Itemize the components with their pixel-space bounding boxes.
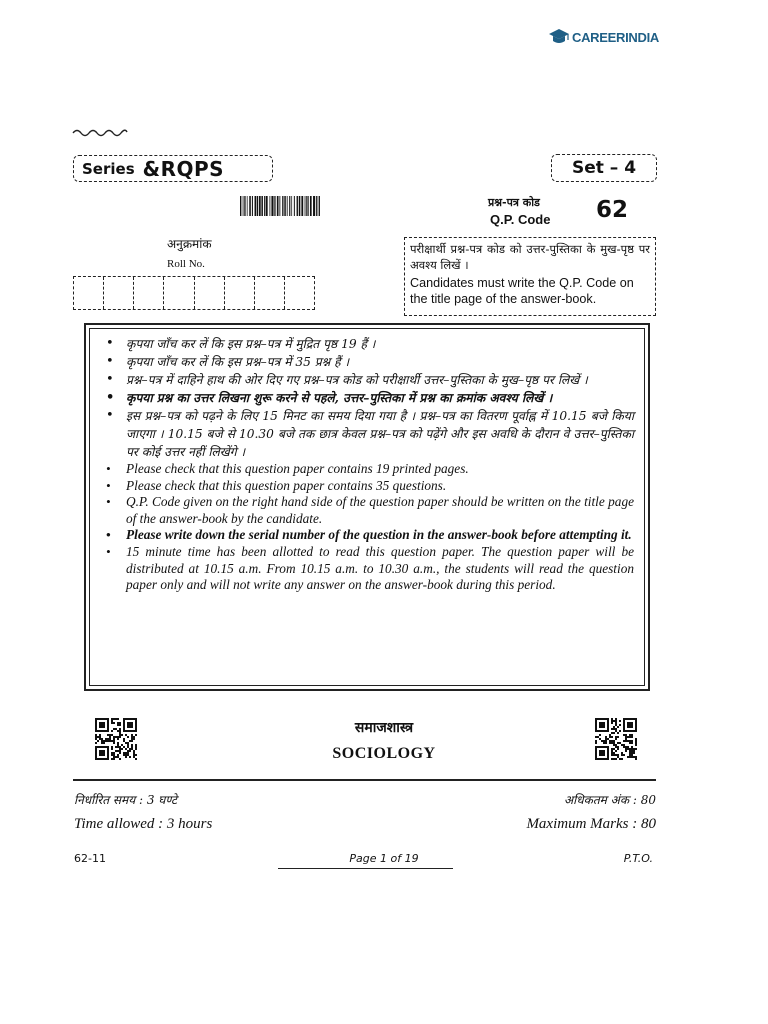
instruction-english-4: • Please write down the serial number of the question in the answer-book before attempting it. [104, 527, 634, 544]
max-marks-hindi: अधिकतम अंक : 80 [563, 793, 656, 807]
qp-code-number: 62 [596, 197, 629, 223]
max-marks: Maximum Marks : 80 [526, 816, 656, 832]
subject-title: SOCIOLOGY [332, 745, 436, 762]
logo-text: CAREERINDIA [572, 29, 659, 45]
roll-digit-cell [285, 277, 314, 309]
series-value: &RQPS [142, 156, 225, 181]
roll-label: Roll No. [167, 258, 205, 270]
qp-code-label: Q.P. Code [490, 212, 551, 227]
instruction-english-5: • 15 minute time has been allotted to read this question paper. The question paper will be distributed at 10.15 a.m. From 10.15 a.m. to 10.30 a.m., the students will read the question paper only and will not write any answer on the answer-book during this period. [104, 544, 634, 594]
set-text: Set – 4 [571, 158, 637, 178]
paper-code: 62-11 [74, 852, 106, 865]
set-box [551, 154, 657, 182]
instructions-list [104, 335, 634, 594]
barcode [240, 196, 320, 216]
decorative-squiggle [72, 124, 128, 142]
page-number-underline [278, 868, 453, 869]
instruction-english-1: • Please check that this question paper contains 19 printed pages. [104, 461, 634, 478]
careerindia-logo [548, 24, 668, 50]
divider [73, 779, 656, 781]
qp-code-label-hindi: प्रश्न-पत्र कोड [488, 196, 540, 209]
instruction-hindi-2: • कृपया जाँच कर लें कि इस प्रश्न–पत्र में 35 प्रश्न हैं । [104, 353, 634, 371]
series-label: Series [82, 159, 135, 178]
roll-digit-cell [74, 277, 104, 309]
roll-digit-cell [134, 277, 164, 309]
graduation-cap-icon [548, 28, 570, 46]
roll-label-hindi: अनुक्रमांक [167, 237, 212, 251]
roll-digit-cell [255, 277, 285, 309]
instruction-english-3: • Q.P. Code given on the right hand side of the question paper should be written on the title page of the answer-book by the candidate. [104, 494, 634, 527]
instructions-box [84, 323, 650, 691]
roll-digit-cell [225, 277, 255, 309]
candidate-note-hindi: परीक्षार्थी प्रश्न-पत्र कोड को उत्तर-पुस्तिका के मुख-पृष्ठ पर अवश्य लिखें । [410, 242, 650, 272]
roll-number-boxes [73, 276, 315, 310]
candidate-note-box [404, 237, 656, 316]
instruction-english-2: • Please check that this question paper contains 35 questions. [104, 478, 634, 495]
time-allowed: Time allowed : 3 hours [74, 816, 213, 832]
time-allowed-hindi: निर्धारित समय : 3 घण्टे [74, 793, 178, 807]
pto-label: P.T.O. [623, 852, 653, 865]
instruction-hindi-5: • इस प्रश्न–पत्र को पढ़ने के लिए 15 मिनट का समय दिया गया है । प्रश्न–पत्र का वितरण पूर्वाह्न में 10.15 बजे किया जाएगा । 10.15 बजे से 10.30 बजे तक छात्र केवल प्रश्न–पत्र को पढ़ेंगे और इस अवधि के दौरान वे उत्तर–पुस्तिका पर कोई उत्तर नहीं लिखेंगे । [104, 407, 634, 461]
subject-title-hindi: समाजशास्त्र [354, 720, 414, 736]
instruction-hindi-3: • प्रश्न–पत्र में दाहिने हाथ की ओर दिए गए प्रश्न–पत्र कोड को परीक्षार्थी उत्तर–पुस्तिका के मुख–पृष्ठ पर लिखें । [104, 371, 634, 389]
candidate-note-english: Candidates must write the Q.P. Code on the title page of the answer-book. [410, 276, 634, 306]
roll-digit-cell [164, 277, 194, 309]
instruction-hindi-1: • कृपया जाँच कर लें कि इस प्रश्न–पत्र में मुद्रित पृष्ठ 19 हैं । [104, 335, 634, 353]
roll-digit-cell [104, 277, 134, 309]
roll-digit-cell [195, 277, 225, 309]
series-box [73, 155, 273, 182]
page-number: Page 1 of 19 [349, 852, 419, 865]
instruction-hindi-4: • कृपया प्रश्न का उत्तर लिखना शुरू करने से पहले, उत्तर–पुस्तिका में प्रश्न का क्रमांक अवश्य लिखें । [104, 389, 634, 407]
